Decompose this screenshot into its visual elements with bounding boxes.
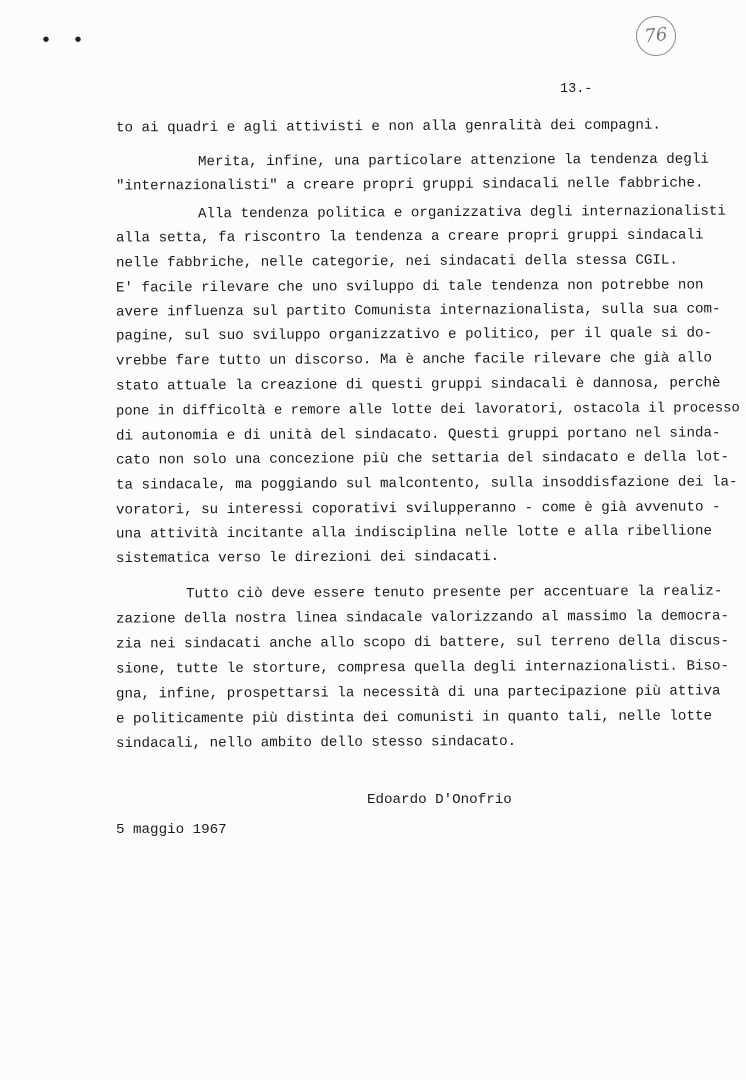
page-number: 13.- [560,82,593,97]
text-line: to ai quadri e agli attivisti e non alla genralità dei compagni. [115,117,661,137]
date: 5 maggio 1967 [116,822,227,838]
text-line: gna, infine, prospettarsi la necessità di una partecipazione più attiva [115,683,721,703]
margin-marks: • • [40,30,89,53]
text-line: sindacali, nello ambito dello stesso sindacato. [115,733,517,753]
text-line: voratori, su interessi coporativi svilupperanno - come è già avvenuto - [115,499,721,519]
text-line: stato attuale la creazione di questi gruppi sindacali è dannosa, perchè [115,375,721,395]
text-line: Tutto ciò deve essere tenuto presente per accentuare la realiz- [185,583,723,603]
text-line: zazione della nostra linea sindacale valorizzando al massimo la democra- [115,608,730,628]
text-line: una attività incitante alla indisciplina nelle lotte e alla ribellione [115,523,713,543]
text-line: zia nei sindacati anche allo scopo di battere, sul terreno della discus- [115,633,730,653]
text-line: pone in difficoltà e remore alle lotte dei lavoratori, ostacola il processo [115,400,740,420]
text-line: Alla tendenza politica e organizzativa degli internazionalisti [197,203,726,223]
text-line: ta sindacale, ma poggiando sul malcontento, sulla insoddisfazione dei la- [115,474,738,494]
text-line: vrebbe fare tutto un discorso. Ma è anche facile rilevare che già allo [115,350,713,370]
archive-stamp: 76 [634,14,678,58]
text-line: nelle fabbriche, nelle categorie, nei sindacati della stessa CGIL. [115,252,678,272]
text-line: di autonomia e di unità del sindacato. Questi gruppi portano nel sinda- [115,425,721,445]
text-line: sistematica verso le direzioni dei sindacati. [115,548,500,568]
text-line: sione, tutte le storture, compresa quella degli internazionalisti. Biso- [115,658,730,678]
text-line: avere influenza sul partito Comunista internazionalista, sulla sua com- [115,301,721,321]
text-line: Merita, infine, una particolare attenzione la tendenza degli [197,151,709,171]
text-line: cato non solo una concezione più che settaria del sindacato e della lot- [115,449,730,469]
text-line: pagine, sul suo sviluppo organizzativo e politico, per il quale si do- [115,325,713,345]
text-line: E' facile rilevare che uno sviluppo di tale tendenza non potrebbe non [115,277,704,297]
text-line: e politicamente più distinta dei comunisti in quanto tali, nelle lotte [115,708,713,728]
text-line: "internazionalisti" a creare propri gruppi sindacali nelle fabbriche. [115,175,704,195]
text-line: alla setta, fa riscontro la tendenza a creare propri gruppi sindacali [115,227,704,247]
signature: Edoardo D'Onofrio [367,792,512,808]
